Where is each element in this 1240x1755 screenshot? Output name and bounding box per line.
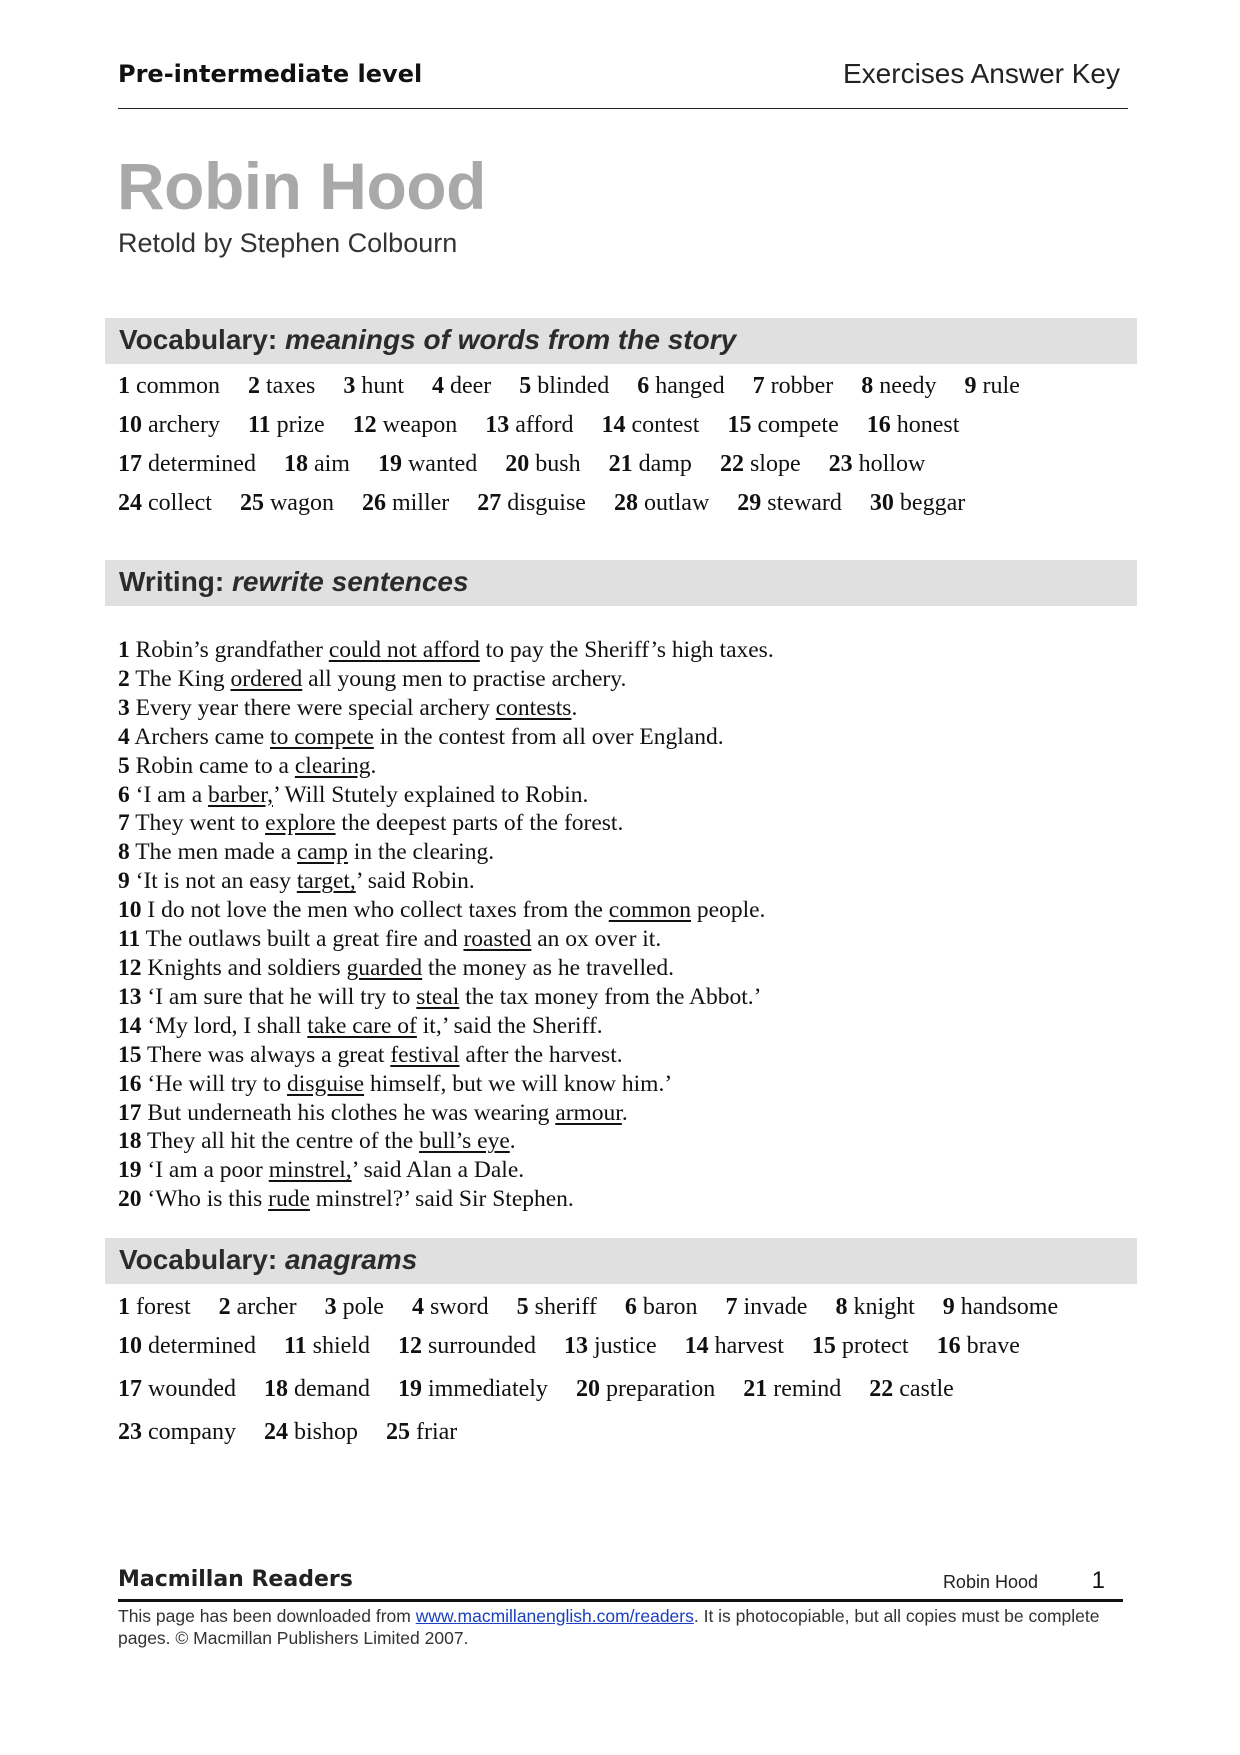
- sentence-number: 12: [118, 954, 142, 981]
- sentence-text: The men made a: [135, 839, 298, 866]
- answer-word: collect: [148, 490, 212, 516]
- sentence-text: .: [621, 1099, 628, 1126]
- sentence-item: [118, 752, 774, 781]
- sentence-text: The outlaws built a great fire and: [145, 926, 464, 953]
- word-row: [118, 412, 987, 439]
- answer-item: [353, 412, 458, 439]
- answer-item: [829, 451, 926, 478]
- sentence-text: after the harvest.: [459, 1041, 623, 1068]
- answer-item: [118, 1419, 236, 1446]
- answer-number: 9: [942, 1294, 955, 1320]
- answer-item: [609, 451, 692, 478]
- sentence-text: Knights and soldiers: [147, 954, 347, 981]
- answer-item: [118, 1376, 236, 1403]
- answer-number: 6: [624, 1294, 637, 1320]
- answer-number: 5: [516, 1294, 529, 1320]
- answer-word: handsome: [960, 1294, 1059, 1320]
- sentence-item: [118, 896, 774, 925]
- answer-underlined: rude: [268, 1186, 310, 1213]
- word-row: [118, 1333, 1048, 1360]
- answer-word: preparation: [605, 1376, 716, 1402]
- answer-word: brave: [966, 1333, 1020, 1359]
- answer-underlined: common: [608, 897, 692, 924]
- sentence-text: people.: [691, 897, 766, 924]
- answer-word: sheriff: [534, 1294, 597, 1320]
- sentence-text: ’ said Alan a Dale.: [351, 1157, 525, 1184]
- answer-word: remind: [773, 1376, 842, 1402]
- answer-number: 27: [477, 490, 502, 516]
- answer-word: outlaw: [643, 490, 710, 516]
- answer-word: invade: [743, 1294, 808, 1320]
- sentence-item: [118, 809, 774, 838]
- answer-word: aim: [313, 451, 350, 477]
- answer-item: [870, 490, 965, 517]
- word-row: [118, 1294, 1086, 1321]
- answer-number: 21: [608, 451, 633, 477]
- answer-word: knight: [853, 1294, 915, 1320]
- answer-number: 24: [263, 1419, 288, 1445]
- answer-item: [118, 451, 256, 478]
- answer-word: common: [136, 373, 220, 399]
- answer-item: [398, 1333, 536, 1360]
- sentence-text: .: [571, 694, 578, 721]
- sentence-text: it,’ said the Sheriff.: [416, 1012, 603, 1039]
- answer-number: 26: [361, 490, 386, 516]
- answer-item: [219, 1294, 297, 1321]
- answer-number: 6: [637, 373, 650, 399]
- answer-word: archer: [236, 1294, 297, 1320]
- sentence-text: ‘My lord, I shall: [147, 1012, 308, 1039]
- sentence-number: 13: [118, 983, 142, 1010]
- answer-number: 30: [869, 490, 894, 516]
- answer-number: 13: [563, 1333, 588, 1359]
- page-footer: [118, 1567, 1123, 1649]
- word-row: [118, 373, 1048, 400]
- section-label: Vocabulary:: [119, 1244, 278, 1275]
- answer-item: [625, 1294, 698, 1321]
- sentence-item: [118, 1156, 774, 1185]
- answer-number: 21: [743, 1376, 768, 1402]
- answer-underlined: ordered: [230, 665, 303, 692]
- answer-item: [412, 1294, 489, 1321]
- answer-item: [248, 373, 315, 400]
- level-label: Pre-intermediate level: [118, 60, 423, 88]
- answer-item: [264, 1419, 358, 1446]
- sentence-text: all young men to practise archery.: [302, 665, 627, 692]
- answer-item: [118, 1294, 191, 1321]
- section-label: Vocabulary:: [119, 324, 278, 355]
- answer-number: 12: [352, 412, 377, 438]
- section-label-italic: anagrams: [284, 1244, 418, 1275]
- answer-underlined: to compete: [270, 723, 374, 750]
- answer-item: [118, 373, 220, 400]
- answer-number: 16: [936, 1333, 961, 1359]
- answer-number: 17: [118, 451, 142, 477]
- answer-word: beggar: [899, 490, 966, 516]
- answer-number: 18: [283, 451, 308, 477]
- sentence-number: 1: [118, 637, 130, 663]
- answer-word: company: [148, 1419, 236, 1445]
- sentence-item: [118, 723, 774, 752]
- sentence-number: 9: [118, 868, 130, 895]
- answer-number: 4: [431, 373, 444, 399]
- answer-number: 20: [505, 451, 530, 477]
- sentence-number: 20: [118, 1186, 142, 1213]
- answer-item: [362, 490, 449, 517]
- answer-item: [835, 1294, 914, 1321]
- sentence-number: 19: [118, 1157, 142, 1184]
- answer-underlined: bull’s eye: [419, 1128, 510, 1155]
- sentence-text: the tax money from the Abbot.’: [459, 983, 762, 1010]
- answer-word: miller: [391, 490, 450, 516]
- answer-word: justice: [593, 1333, 657, 1359]
- sentence-text: ‘He will try to: [147, 1070, 288, 1097]
- sentence-item: [118, 1041, 774, 1070]
- answer-item: [264, 1376, 370, 1403]
- answer-item: [737, 490, 842, 517]
- answer-number: 20: [575, 1376, 600, 1402]
- sentence-text: ‘Who is this: [147, 1186, 269, 1213]
- copyright-note: This page has been downloaded from www.macmillanenglish.com/readers. It is photocopiable, but all copies must be complete pages. © Macmillan Publishers Limited 2007.: [118, 1606, 1100, 1648]
- answer-item: [564, 1333, 657, 1360]
- answer-number: 22: [719, 451, 744, 477]
- answer-word: baron: [642, 1294, 698, 1320]
- word-row: [118, 451, 953, 478]
- answer-word: hanged: [655, 373, 725, 399]
- sentence-text: in the contest from all over England.: [373, 723, 724, 750]
- answer-item: [386, 1419, 457, 1446]
- answer-item: [118, 412, 220, 439]
- answer-number: 3: [343, 373, 356, 399]
- sentence-number: 11: [118, 926, 141, 953]
- answer-word: demand: [293, 1376, 370, 1402]
- sentence-text: himself, but we will know him.’: [364, 1070, 673, 1097]
- sentence-item: [118, 1012, 774, 1041]
- sentence-number: 14: [118, 1012, 142, 1039]
- answer-number: 13: [485, 412, 510, 438]
- answer-number: 25: [239, 490, 264, 516]
- answer-item: [601, 412, 699, 439]
- answer-item: [753, 373, 834, 400]
- answer-item: [398, 1376, 548, 1403]
- word-row: [118, 490, 993, 517]
- sentence-number: 8: [118, 839, 130, 866]
- answer-underlined: festival: [390, 1041, 460, 1068]
- answer-word: protect: [841, 1333, 909, 1359]
- answer-number: 12: [397, 1333, 422, 1359]
- answer-number: 2: [248, 373, 260, 399]
- sentence-text: Every year there were special archery: [135, 694, 496, 721]
- answer-number: 10: [118, 412, 142, 438]
- answer-number: 1: [118, 373, 130, 399]
- answer-item: [432, 373, 491, 400]
- answer-word: robber: [770, 373, 834, 399]
- answer-word: immediately: [427, 1376, 548, 1402]
- sentence-text: I do not love the men who collect taxes from the: [147, 897, 609, 924]
- document-type: Exercises Answer Key: [843, 58, 1120, 89]
- answer-item: [937, 1333, 1020, 1360]
- answer-underlined: barber,: [208, 781, 273, 808]
- answer-number: 3: [324, 1294, 337, 1320]
- sentence-item: [118, 694, 774, 723]
- sentence-text: Robin came to a: [135, 752, 295, 779]
- answer-number: 5: [519, 373, 532, 399]
- answer-number: 18: [263, 1376, 288, 1402]
- page-number: 1: [1091, 1567, 1105, 1594]
- answer-word: taxes: [266, 373, 316, 399]
- section-label-italic: rewrite sentences: [232, 566, 469, 597]
- answer-word: needy: [879, 373, 937, 399]
- book-title: Robin Hood: [117, 149, 486, 223]
- sentence-text: The King: [135, 665, 231, 692]
- answer-word: hunt: [361, 373, 404, 399]
- answer-word: forest: [136, 1294, 191, 1320]
- answer-underlined: camp: [297, 839, 348, 866]
- answer-underlined: take care of: [307, 1012, 417, 1039]
- section-header-anagrams: [105, 1238, 1137, 1284]
- sentence-text: to pay the Sheriff’s high taxes.: [479, 637, 774, 663]
- answer-item: [743, 1376, 841, 1403]
- answer-number: 23: [828, 451, 853, 477]
- answer-number: 14: [601, 412, 626, 438]
- answer-word: rule: [982, 373, 1020, 399]
- answer-word: determined: [148, 1333, 256, 1359]
- answer-word: castle: [899, 1376, 954, 1402]
- section-header-writing: [105, 560, 1137, 606]
- sentence-number: 15: [118, 1041, 142, 1068]
- answer-item: [248, 412, 325, 439]
- section-header-vocab-meanings: [105, 318, 1137, 364]
- answer-word: honest: [896, 412, 960, 438]
- sentence-text: .: [370, 752, 377, 779]
- answer-item: [517, 1294, 597, 1321]
- sentence-text: ‘I am a poor: [147, 1157, 269, 1184]
- sentence-item: [118, 954, 774, 983]
- answer-number: 25: [386, 1419, 410, 1445]
- sentence-text: But underneath his clothes he was wearing: [147, 1099, 556, 1126]
- footer-book-title: Robin Hood: [942, 1572, 1038, 1592]
- answer-number: 9: [964, 373, 977, 399]
- answer-item: [812, 1333, 909, 1360]
- answer-word: friar: [416, 1419, 458, 1445]
- sentence-text: minstrel?’ said Sir Stephen.: [309, 1186, 574, 1213]
- answer-word: wagon: [269, 490, 334, 516]
- answer-item: [378, 451, 477, 478]
- answer-number: 8: [835, 1294, 848, 1320]
- answer-number: 11: [247, 412, 271, 438]
- answer-number: 15: [727, 412, 752, 438]
- answer-number: 15: [811, 1333, 836, 1359]
- answer-item: [343, 373, 404, 400]
- sentence-text: the money as he travelled.: [422, 954, 675, 981]
- sentence-text: the deepest parts of the forest.: [335, 810, 624, 837]
- answer-item: [614, 490, 709, 517]
- sentence-item: [118, 983, 774, 1012]
- sentence-text: an ox over it.: [531, 926, 662, 953]
- answer-number: 19: [397, 1376, 422, 1402]
- answer-number: 23: [118, 1419, 142, 1445]
- answer-item: [720, 451, 801, 478]
- answer-word: sword: [429, 1294, 489, 1320]
- sentence-item: [118, 636, 774, 665]
- sentence-number: 5: [118, 752, 130, 779]
- answer-item: [576, 1376, 715, 1403]
- sentence-number: 17: [118, 1099, 142, 1126]
- answer-underlined: explore: [265, 810, 336, 837]
- answer-item: [284, 1333, 370, 1360]
- sentence-text: ‘It is not an easy: [135, 868, 297, 895]
- answer-word: wounded: [148, 1376, 236, 1402]
- answer-number: 19: [377, 451, 402, 477]
- word-row: [118, 1376, 982, 1403]
- publisher-brand: Macmillan Readers: [118, 1567, 353, 1592]
- answer-word: archery: [148, 412, 220, 438]
- sentence-number: 2: [118, 665, 130, 692]
- answer-number: 7: [725, 1294, 738, 1320]
- answer-item: [240, 490, 334, 517]
- answer-word: hollow: [858, 451, 926, 477]
- answer-number: 10: [118, 1333, 142, 1359]
- answer-number: 28: [613, 490, 638, 516]
- answer-item: [861, 373, 936, 400]
- sentence-item: [118, 1127, 774, 1156]
- answer-word: bishop: [293, 1419, 358, 1445]
- answer-item: [637, 373, 724, 400]
- answer-word: slope: [749, 451, 801, 477]
- answer-underlined: minstrel,: [268, 1157, 352, 1184]
- answer-underlined: target,: [296, 868, 356, 895]
- answer-underlined: roasted: [463, 926, 532, 953]
- answer-underlined: clearing: [294, 752, 371, 779]
- answer-number: 14: [684, 1333, 709, 1359]
- sentence-item: [118, 838, 774, 867]
- answer-word: disguise: [507, 490, 586, 516]
- answer-item: [943, 1294, 1058, 1321]
- answer-item: [118, 1333, 256, 1360]
- answer-word: deer: [449, 373, 492, 399]
- answer-word: harvest: [714, 1333, 784, 1359]
- sentence-number: 7: [118, 810, 130, 837]
- answer-number: 4: [411, 1294, 424, 1320]
- answer-word: weapon: [382, 412, 458, 438]
- sentence-item: [118, 665, 774, 694]
- sentence-number: 18: [118, 1128, 142, 1155]
- answer-item: [965, 373, 1020, 400]
- answer-number: 29: [737, 490, 762, 516]
- answer-item: [869, 1376, 954, 1403]
- answer-item: [725, 1294, 807, 1321]
- answer-word: afford: [515, 412, 574, 438]
- sentence-number: 16: [118, 1070, 142, 1097]
- sentence-item: [118, 1099, 774, 1128]
- sentence-item: [118, 925, 774, 954]
- answer-number: 11: [283, 1333, 307, 1359]
- sentence-text: .: [509, 1128, 516, 1155]
- sentence-number: 4: [118, 723, 130, 750]
- writing-sentences-list: [118, 636, 774, 1214]
- section-label: Writing:: [119, 566, 225, 597]
- answer-item: [685, 1333, 784, 1360]
- sentence-number: 6: [118, 781, 130, 808]
- sentence-text: in the clearing.: [347, 839, 495, 866]
- page-header: [118, 58, 1128, 109]
- answer-item: [118, 490, 212, 517]
- answer-underlined: could not afford: [328, 637, 480, 663]
- sentence-text: They went to: [135, 810, 266, 837]
- answer-underlined: contests: [495, 694, 572, 721]
- answer-word: shield: [312, 1333, 370, 1359]
- sentence-text: Robin’s grandfather: [135, 637, 329, 663]
- answer-item: [325, 1294, 384, 1321]
- answer-number: 17: [118, 1376, 142, 1402]
- readers-link[interactable]: www.macmillanenglish.com/readers: [415, 1606, 694, 1626]
- sentence-text: Archers came: [134, 723, 271, 750]
- answer-word: surrounded: [427, 1333, 536, 1359]
- answer-number: 2: [218, 1294, 231, 1320]
- answer-word: prize: [276, 412, 325, 438]
- answer-item: [477, 490, 586, 517]
- sentence-text: ‘I am a: [135, 781, 209, 808]
- answer-number: 8: [861, 373, 874, 399]
- answer-item: [519, 373, 609, 400]
- answer-word: pole: [342, 1294, 384, 1320]
- sentence-text: There was always a great: [146, 1041, 391, 1068]
- answer-number: 16: [866, 412, 891, 438]
- answer-word: bush: [535, 451, 581, 477]
- answer-underlined: armour: [555, 1099, 622, 1126]
- answer-number: 22: [869, 1376, 894, 1402]
- answer-word: blinded: [537, 373, 610, 399]
- sentence-number: 3: [118, 694, 130, 721]
- answer-word: contest: [631, 412, 700, 438]
- answer-item: [485, 412, 573, 439]
- sentence-item: [118, 1070, 774, 1099]
- sentence-item: [118, 781, 774, 810]
- answer-item: [284, 451, 350, 478]
- sentence-text: ‘I am sure that he will try to: [147, 983, 417, 1010]
- sentence-item: [118, 1185, 774, 1214]
- answer-word: compete: [757, 412, 839, 438]
- sentence-text: They all hit the centre of the: [146, 1128, 420, 1155]
- sentence-text: ’ said Robin.: [355, 868, 475, 895]
- answer-word: determined: [148, 451, 256, 477]
- sentence-number: 10: [118, 897, 142, 924]
- answer-number: 1: [118, 1294, 130, 1320]
- answer-item: [867, 412, 960, 439]
- sentence-item: [118, 867, 774, 896]
- answer-word: wanted: [407, 451, 478, 477]
- answer-number: 7: [752, 373, 765, 399]
- answer-word: steward: [767, 490, 842, 516]
- answer-underlined: disguise: [287, 1070, 365, 1097]
- word-row: [118, 1419, 485, 1446]
- answer-item: [505, 451, 580, 478]
- answer-word: damp: [638, 451, 692, 477]
- answer-underlined: guarded: [346, 954, 423, 981]
- section-label-italic: meanings of words from the story: [284, 324, 737, 355]
- answer-number: 24: [118, 490, 142, 516]
- answer-underlined: steal: [416, 983, 460, 1010]
- book-subtitle: Retold by Stephen Colbourn: [118, 228, 458, 258]
- sentence-text: ’ Will Stutely explained to Robin.: [273, 781, 589, 808]
- answer-item: [727, 412, 838, 439]
